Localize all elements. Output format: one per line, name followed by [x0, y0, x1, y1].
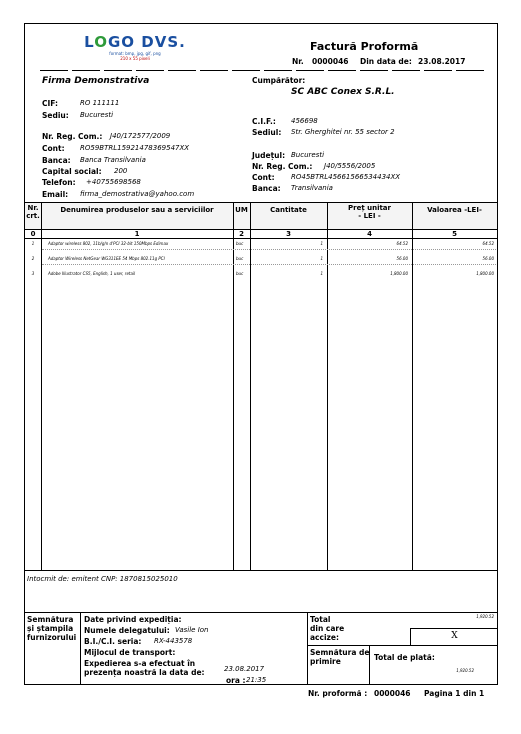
seller-banca: Banca Transilvania — [80, 156, 146, 164]
header-rule — [456, 70, 484, 71]
header-rule — [328, 70, 356, 71]
col-pret-number: 4 — [367, 230, 372, 238]
row-2-nr: 2 — [31, 256, 35, 261]
buyer-judet: Bucuresti — [291, 151, 325, 159]
col-val-header: Valoarea -LEI- — [427, 206, 482, 214]
delegate-name: Vasile Ion — [175, 626, 209, 634]
col-val-number: 5 — [452, 230, 457, 238]
supplier-signature-label: Semnătura și ștampila furnizorului — [27, 615, 77, 642]
seller-email: firma_demostrativa@yahoo.com — [80, 190, 195, 198]
row-3-pret: 1,800.00 — [390, 271, 408, 276]
seller-banca-label: Banca: — [42, 156, 71, 165]
buyer-nrreg: J40/5556/2005 — [324, 162, 376, 170]
col-cant-number: 3 — [286, 230, 291, 238]
header-rule — [168, 70, 196, 71]
id-series: RX-443578 — [154, 637, 193, 645]
seller-cont: RO59BTRL15921478369547XX — [80, 144, 190, 152]
row-2-um: buc — [236, 256, 244, 261]
shipping-text-1: Expedierea s-a efectuat în — [84, 659, 196, 668]
row-1-pret: 64.52 — [396, 241, 408, 246]
row-2-pret: 56.00 — [396, 256, 408, 261]
invoice-number-label: Nr. — [292, 57, 304, 66]
buyer-judet-label: Județul: — [252, 151, 286, 160]
row-1-cant: 1 — [320, 241, 323, 246]
seller-name: Firma Demonstrativa — [42, 76, 150, 86]
seller-nrreg-label: Nr. Reg. Com.: — [42, 132, 103, 141]
header-rule — [392, 70, 420, 71]
row-1-um: buc — [236, 241, 244, 246]
row-1-val: 64.52 — [482, 241, 494, 246]
issuer-text: Intocmit de: emitent CNP: 1870815025010 — [27, 575, 178, 583]
total-value: 1,920.52 — [476, 614, 494, 619]
row-3-den: Adobe Illustrator CS5, English, 1 user, retail — [48, 271, 136, 276]
row-3-um: buc — [236, 271, 244, 276]
total-label: Total din care accize: — [310, 615, 345, 642]
shipping-title: Date privind expediția: — [84, 615, 182, 624]
footer-mid-rule — [307, 645, 497, 646]
company-logo: LOGO DVS. format: bmp, jpg, gif, png 210 x 55 pixeli — [84, 33, 186, 61]
header-rule — [200, 70, 228, 71]
seller-tel: +40755698568 — [86, 178, 141, 186]
col-den-number: 1 — [134, 230, 140, 238]
shipping-time: 21:35 — [246, 676, 267, 684]
header-rule — [424, 70, 452, 71]
col-nr-number: 0 — [30, 230, 36, 238]
buyer-cont-label: Cont: — [252, 173, 275, 182]
header-rule — [136, 70, 164, 71]
buyer-cif: 456698 — [291, 117, 318, 125]
row-2-val: 56.00 — [482, 256, 494, 261]
seller-capital-label: Capital social: — [42, 167, 102, 176]
header-rule — [360, 70, 388, 71]
seller-cif-label: CIF: — [42, 99, 59, 108]
table-number-rule — [25, 238, 497, 239]
row-3-cant: 1 — [320, 271, 323, 276]
row-2-cant: 1 — [320, 256, 323, 261]
page-indicator: Pagina 1 din 1 — [424, 689, 485, 698]
seller-sediu-label: Sediu: — [42, 111, 69, 120]
header-rule — [296, 70, 324, 71]
row-separator — [42, 264, 496, 265]
buyer-sediu: Str. Gherghitei nr. 55 sector 2 — [291, 128, 395, 136]
col-pret-header: Preț unitar - LEI - — [347, 204, 391, 220]
total-payment-label: Total de plată: — [374, 653, 435, 662]
invoice-number: 0000046 — [312, 57, 349, 66]
transport-label: Mijlocul de transport: — [84, 648, 176, 657]
footer-top-rule — [25, 612, 497, 613]
footer-total-divider — [410, 628, 411, 645]
invoice-title: Factură Proformă — [310, 40, 419, 53]
buyer-banca: Transilvania — [291, 184, 333, 192]
table-bottom-rule — [25, 570, 497, 571]
header-rule — [40, 70, 68, 71]
delegate-label: Numele delegatului: — [84, 626, 170, 635]
shipping-time-label: ora : — [226, 676, 246, 685]
buyer-cont: RO45BTRL45661566534434XX — [291, 173, 401, 181]
buyer-cif-label: C.I.F.: — [252, 117, 276, 126]
shipping-date: 23.08.2017 — [224, 665, 265, 673]
col-cant-header: Cantitate — [270, 206, 307, 214]
header-rule — [104, 70, 132, 71]
seller-sediu: Bucuresti — [80, 111, 114, 119]
row-1-den: Adaptor wireless 802, 11b/g/n d'PCI 32-bit 150Mbps Edimax — [48, 241, 169, 246]
id-label: B.I./C.I. seria: — [84, 637, 142, 646]
header-rule — [232, 70, 260, 71]
shipping-text-2: prezența noastră la data de: — [84, 668, 205, 677]
proforma-number-label: Nr. proformă : — [308, 689, 368, 698]
invoice-date: 23.08.2017 — [418, 57, 466, 66]
buyer-nrreg-label: Nr. Reg. Com.: — [252, 162, 313, 171]
buyer-banca-label: Banca: — [252, 184, 281, 193]
seller-cif: RO 111111 — [80, 99, 120, 107]
seller-nrreg: J40/172577/2009 — [110, 132, 171, 140]
row-3-val: 1,800.00 — [476, 271, 494, 276]
seller-cont-label: Cont: — [42, 144, 65, 153]
header-rule — [72, 70, 100, 71]
header-rule — [264, 70, 292, 71]
row-3-nr: 3 — [31, 271, 35, 276]
col-divider — [41, 202, 42, 570]
row-2-den: Adaptor Wireless NetGear WG311EE 54 Mbps 802.11g PCI — [48, 256, 165, 261]
seller-email-label: Email: — [42, 190, 69, 199]
buyer-name: SC ABC Conex S.R.L. — [291, 87, 395, 97]
table-header-top-rule — [25, 202, 497, 203]
col-den-header: Denumirea produselor sau a serviciilor — [60, 206, 214, 214]
seller-capital: 200 — [114, 167, 128, 175]
proforma-number: 0000046 — [374, 689, 411, 698]
buyer-label: Cumpărător: — [252, 76, 306, 85]
invoice-date-label: Din data de: — [360, 57, 412, 66]
col-divider — [233, 202, 234, 570]
footer-total-rule — [410, 628, 497, 629]
footer-divider — [307, 612, 308, 685]
footer-divider — [80, 612, 81, 685]
excise-value: X — [451, 631, 458, 641]
row-1-nr: 1 — [31, 241, 35, 246]
seller-tel-label: Telefon: — [42, 178, 76, 187]
total-payment-value: 1,920.52 — [456, 668, 474, 673]
buyer-sediu-label: Sediul: — [252, 128, 282, 137]
col-um-number: 2 — [239, 230, 244, 238]
receipt-signature-label: Semnătura de primire — [310, 648, 370, 666]
col-um-header: UM — [235, 206, 248, 214]
col-nr-header: Nr. crt. — [26, 204, 40, 220]
row-separator — [42, 249, 496, 250]
